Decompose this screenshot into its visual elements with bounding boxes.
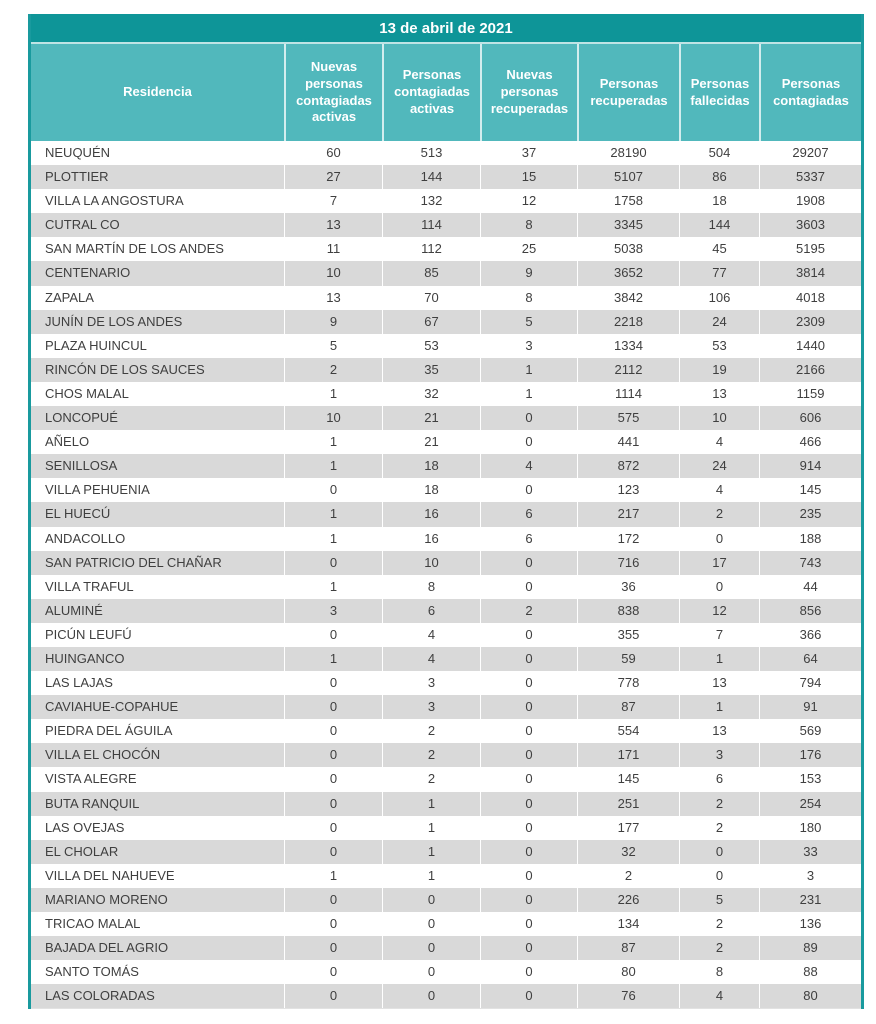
value-cell: 80 xyxy=(577,960,679,984)
value-cell: 2 xyxy=(679,816,759,840)
residence-name-cell: VISTA ALEGRE xyxy=(45,771,137,787)
value-cell: 27 xyxy=(284,165,382,189)
residence-name-cell: JUNÍN DE LOS ANDES xyxy=(45,313,183,329)
value-cell: 1 xyxy=(480,358,577,382)
value-cell: 1908 xyxy=(759,189,861,213)
value-cell: 872 xyxy=(577,454,679,478)
value-cell: 10 xyxy=(284,261,382,285)
residence-name-cell: ANDACOLLO xyxy=(45,530,126,546)
value-cell: 0 xyxy=(480,960,577,984)
table-row xyxy=(31,671,861,695)
residence-name-cell: PLAZA HUINCUL xyxy=(45,337,147,353)
value-cell: 0 xyxy=(284,912,382,936)
column-header-5: Personas fallecidas xyxy=(679,44,759,141)
table-row xyxy=(31,984,861,1008)
value-cell: 89 xyxy=(759,936,861,960)
table-header-row xyxy=(31,44,861,141)
value-cell: 13 xyxy=(284,213,382,237)
value-cell: 0 xyxy=(480,840,577,864)
table-body xyxy=(31,141,861,1009)
value-cell: 0 xyxy=(480,816,577,840)
value-cell: 16 xyxy=(382,527,480,551)
value-cell: 16 xyxy=(382,502,480,526)
value-cell: 0 xyxy=(284,816,382,840)
value-cell: 180 xyxy=(759,816,861,840)
value-cell: 1 xyxy=(679,647,759,671)
value-cell: 1 xyxy=(284,382,382,406)
table-row xyxy=(31,406,861,430)
value-cell: 0 xyxy=(480,936,577,960)
residence-name-cell: VILLA DEL NAHUEVE xyxy=(45,867,175,883)
residence-name-cell: ALUMINÉ xyxy=(45,602,103,618)
value-cell: 12 xyxy=(480,189,577,213)
value-cell: 60 xyxy=(284,141,382,165)
value-cell: 0 xyxy=(284,936,382,960)
value-cell: 0 xyxy=(480,430,577,454)
table-row xyxy=(31,647,861,671)
value-cell: 366 xyxy=(759,623,861,647)
value-cell: 743 xyxy=(759,551,861,575)
value-cell: 21 xyxy=(382,406,480,430)
value-cell: 145 xyxy=(759,478,861,502)
value-cell: 5 xyxy=(284,334,382,358)
value-cell: 0 xyxy=(480,767,577,791)
value-cell: 2 xyxy=(679,936,759,960)
value-cell: 18 xyxy=(679,189,759,213)
value-cell: 606 xyxy=(759,406,861,430)
value-cell: 569 xyxy=(759,719,861,743)
value-cell: 0 xyxy=(480,792,577,816)
table-row xyxy=(31,840,861,864)
residence-name-cell: CAVIAHUE-COPAHUE xyxy=(45,699,179,715)
value-cell: 4 xyxy=(382,647,480,671)
value-cell: 716 xyxy=(577,551,679,575)
value-cell: 5337 xyxy=(759,165,861,189)
value-cell: 2 xyxy=(382,767,480,791)
value-cell: 3814 xyxy=(759,261,861,285)
table-row xyxy=(31,478,861,502)
table-row xyxy=(31,599,861,623)
value-cell: 8 xyxy=(480,286,577,310)
value-cell: 13 xyxy=(679,671,759,695)
table-row xyxy=(31,430,861,454)
value-cell: 2166 xyxy=(759,358,861,382)
table-row xyxy=(31,527,861,551)
value-cell: 76 xyxy=(577,984,679,1008)
value-cell: 1 xyxy=(284,864,382,888)
value-cell: 45 xyxy=(679,237,759,261)
value-cell: 794 xyxy=(759,671,861,695)
value-cell: 4 xyxy=(679,984,759,1008)
value-cell: 88 xyxy=(759,960,861,984)
value-cell: 0 xyxy=(284,792,382,816)
value-cell: 3842 xyxy=(577,286,679,310)
value-cell: 114 xyxy=(382,213,480,237)
value-cell: 85 xyxy=(382,261,480,285)
value-cell: 1758 xyxy=(577,189,679,213)
value-cell: 6 xyxy=(679,767,759,791)
value-cell: 13 xyxy=(679,382,759,406)
residence-name-cell: TRICAO MALAL xyxy=(45,916,141,931)
table-row xyxy=(31,261,861,285)
value-cell: 29207 xyxy=(759,141,861,165)
value-cell: 3 xyxy=(759,864,861,888)
table-row xyxy=(31,165,861,189)
residence-name-cell: LAS COLORADAS xyxy=(45,988,155,1004)
value-cell: 36 xyxy=(577,575,679,599)
residence-name-cell: HUINGANCO xyxy=(45,650,125,666)
value-cell: 21 xyxy=(382,430,480,454)
value-cell: 235 xyxy=(759,502,861,526)
table-row xyxy=(31,936,861,960)
value-cell: 0 xyxy=(284,551,382,575)
table-row xyxy=(31,382,861,406)
value-cell: 0 xyxy=(284,984,382,1008)
table-row xyxy=(31,695,861,719)
value-cell: 144 xyxy=(679,213,759,237)
value-cell: 5195 xyxy=(759,237,861,261)
value-cell: 3 xyxy=(480,334,577,358)
value-cell: 70 xyxy=(382,286,480,310)
value-cell: 9 xyxy=(480,261,577,285)
value-cell: 2 xyxy=(382,743,480,767)
residence-name-cell: SAN MARTÍN DE LOS ANDES xyxy=(45,241,224,257)
value-cell: 4 xyxy=(382,623,480,647)
value-cell: 1 xyxy=(284,502,382,526)
value-cell: 32 xyxy=(577,840,679,864)
table-row xyxy=(31,623,861,647)
table-row xyxy=(31,816,861,840)
value-cell: 1 xyxy=(679,695,759,719)
value-cell: 575 xyxy=(577,406,679,430)
value-cell: 13 xyxy=(284,286,382,310)
table-row xyxy=(31,767,861,791)
residence-name-cell: ZAPALA xyxy=(45,289,94,305)
value-cell: 18 xyxy=(382,454,480,478)
value-cell: 13 xyxy=(679,719,759,743)
value-cell: 91 xyxy=(759,695,861,719)
value-cell: 172 xyxy=(577,527,679,551)
value-cell: 0 xyxy=(480,743,577,767)
value-cell: 1 xyxy=(284,454,382,478)
value-cell: 171 xyxy=(577,743,679,767)
value-cell: 8 xyxy=(382,575,480,599)
residence-name-cell: RINCÓN DE LOS SAUCES xyxy=(45,361,205,377)
table-row xyxy=(31,334,861,358)
value-cell: 355 xyxy=(577,623,679,647)
value-cell: 856 xyxy=(759,599,861,623)
value-cell: 64 xyxy=(759,647,861,671)
column-header-2: Personas contagiadas activas xyxy=(382,44,480,141)
value-cell: 1 xyxy=(284,527,382,551)
value-cell: 2 xyxy=(679,912,759,936)
residence-name-cell: VILLA EL CHOCÓN xyxy=(45,747,161,763)
table-row xyxy=(31,960,861,984)
residence-name-cell: CHOS MALAL xyxy=(45,385,129,401)
value-cell: 2 xyxy=(679,502,759,526)
value-cell: 1 xyxy=(480,382,577,406)
value-cell: 3 xyxy=(679,743,759,767)
value-cell: 513 xyxy=(382,141,480,165)
value-cell: 6 xyxy=(480,527,577,551)
value-cell: 3 xyxy=(382,671,480,695)
residence-name-cell: VILLA LA ANGOSTURA xyxy=(45,193,184,209)
value-cell: 5038 xyxy=(577,237,679,261)
value-cell: 3345 xyxy=(577,213,679,237)
table-row xyxy=(31,454,861,478)
table-row xyxy=(31,888,861,912)
value-cell: 0 xyxy=(382,888,480,912)
column-header-4: Personas recuperadas xyxy=(577,44,679,141)
value-cell: 0 xyxy=(480,575,577,599)
value-cell: 145 xyxy=(577,767,679,791)
residence-name-cell: LONCOPUÉ xyxy=(45,410,118,426)
table-row xyxy=(31,141,861,165)
value-cell: 0 xyxy=(679,527,759,551)
value-cell: 0 xyxy=(382,960,480,984)
table-row xyxy=(31,310,861,334)
value-cell: 44 xyxy=(759,575,861,599)
value-cell: 1440 xyxy=(759,334,861,358)
value-cell: 778 xyxy=(577,671,679,695)
residence-name-cell: SENILLOSA xyxy=(45,458,118,474)
covid-statistics-table xyxy=(28,14,864,1009)
value-cell: 1114 xyxy=(577,382,679,406)
value-cell: 188 xyxy=(759,527,861,551)
value-cell: 2 xyxy=(480,599,577,623)
value-cell: 10 xyxy=(679,406,759,430)
value-cell: 24 xyxy=(679,454,759,478)
value-cell: 4 xyxy=(679,430,759,454)
value-cell: 0 xyxy=(679,840,759,864)
value-cell: 32 xyxy=(382,382,480,406)
value-cell: 87 xyxy=(577,936,679,960)
value-cell: 11 xyxy=(284,237,382,261)
value-cell: 53 xyxy=(679,334,759,358)
value-cell: 0 xyxy=(382,912,480,936)
value-cell: 136 xyxy=(759,912,861,936)
value-cell: 1 xyxy=(382,840,480,864)
value-cell: 37 xyxy=(480,141,577,165)
residence-name-cell: LAS OVEJAS xyxy=(45,819,125,835)
residence-name-cell: PICÚN LEUFÚ xyxy=(45,626,132,642)
value-cell: 0 xyxy=(480,647,577,671)
value-cell: 2309 xyxy=(759,310,861,334)
residence-name-cell: MARIANO MORENO xyxy=(45,891,168,907)
value-cell: 86 xyxy=(679,165,759,189)
value-cell: 33 xyxy=(759,840,861,864)
value-cell: 4 xyxy=(679,478,759,502)
table-row xyxy=(31,864,861,888)
value-cell: 6 xyxy=(480,502,577,526)
value-cell: 231 xyxy=(759,888,861,912)
value-cell: 1 xyxy=(382,816,480,840)
value-cell: 226 xyxy=(577,888,679,912)
value-cell: 9 xyxy=(284,310,382,334)
value-cell: 2 xyxy=(382,719,480,743)
value-cell: 176 xyxy=(759,743,861,767)
residence-name-cell: VILLA TRAFUL xyxy=(45,578,134,594)
value-cell: 4018 xyxy=(759,286,861,310)
table-row xyxy=(31,286,861,310)
value-cell: 7 xyxy=(284,189,382,213)
column-header-residencia: Residencia xyxy=(123,84,192,100)
residence-name-cell: BUTA RANQUIL xyxy=(45,795,140,811)
table-row xyxy=(31,358,861,382)
residence-name-cell: BAJADA DEL AGRIO xyxy=(45,940,169,956)
table-row xyxy=(31,502,861,526)
column-header-6: Personas contagiadas xyxy=(759,44,861,141)
value-cell: 77 xyxy=(679,261,759,285)
value-cell: 0 xyxy=(284,719,382,743)
value-cell: 0 xyxy=(284,960,382,984)
value-cell: 1 xyxy=(382,864,480,888)
table-row xyxy=(31,719,861,743)
value-cell: 0 xyxy=(480,888,577,912)
table-row xyxy=(31,912,861,936)
residence-name-cell: NEUQUÉN xyxy=(45,145,111,160)
residence-name-cell: SANTO TOMÁS xyxy=(45,964,139,980)
value-cell: 3603 xyxy=(759,213,861,237)
value-cell: 0 xyxy=(284,767,382,791)
value-cell: 0 xyxy=(480,864,577,888)
table-row xyxy=(31,575,861,599)
value-cell: 177 xyxy=(577,816,679,840)
value-cell: 0 xyxy=(480,406,577,430)
value-cell: 123 xyxy=(577,478,679,502)
value-cell: 10 xyxy=(284,406,382,430)
value-cell: 28190 xyxy=(577,141,679,165)
value-cell: 441 xyxy=(577,430,679,454)
value-cell: 67 xyxy=(382,310,480,334)
value-cell: 466 xyxy=(759,430,861,454)
value-cell: 24 xyxy=(679,310,759,334)
value-cell: 3652 xyxy=(577,261,679,285)
residence-name-cell: EL HUECÚ xyxy=(45,506,111,522)
table-row xyxy=(31,189,861,213)
value-cell: 106 xyxy=(679,286,759,310)
value-cell: 53 xyxy=(382,334,480,358)
value-cell: 112 xyxy=(382,237,480,261)
residence-name-cell: VILLA PEHUENIA xyxy=(45,482,150,498)
value-cell: 0 xyxy=(284,743,382,767)
table-row xyxy=(31,237,861,261)
value-cell: 80 xyxy=(759,984,861,1008)
value-cell: 0 xyxy=(480,551,577,575)
value-cell: 3 xyxy=(284,599,382,623)
value-cell: 0 xyxy=(679,575,759,599)
value-cell: 1 xyxy=(382,792,480,816)
value-cell: 134 xyxy=(577,912,679,936)
value-cell: 2 xyxy=(679,792,759,816)
value-cell: 153 xyxy=(759,767,861,791)
value-cell: 0 xyxy=(679,864,759,888)
residence-name-cell: SAN PATRICIO DEL CHAÑAR xyxy=(45,554,222,570)
value-cell: 914 xyxy=(759,454,861,478)
value-cell: 132 xyxy=(382,189,480,213)
value-cell: 1159 xyxy=(759,382,861,406)
value-cell: 504 xyxy=(679,141,759,165)
value-cell: 0 xyxy=(382,936,480,960)
value-cell: 18 xyxy=(382,478,480,502)
table-row xyxy=(31,551,861,575)
value-cell: 59 xyxy=(577,647,679,671)
value-cell: 0 xyxy=(382,984,480,1008)
value-cell: 8 xyxy=(480,213,577,237)
value-cell: 0 xyxy=(284,478,382,502)
residence-name-cell: EL CHOLAR xyxy=(45,843,119,859)
value-cell: 10 xyxy=(382,551,480,575)
value-cell: 0 xyxy=(284,623,382,647)
residence-name-cell: LAS LAJAS xyxy=(45,675,113,691)
value-cell: 217 xyxy=(577,502,679,526)
value-cell: 5 xyxy=(480,310,577,334)
value-cell: 5107 xyxy=(577,165,679,189)
value-cell: 0 xyxy=(284,888,382,912)
value-cell: 0 xyxy=(480,984,577,1008)
value-cell: 35 xyxy=(382,358,480,382)
value-cell: 1 xyxy=(284,647,382,671)
value-cell: 25 xyxy=(480,237,577,261)
value-cell: 3 xyxy=(382,695,480,719)
value-cell: 251 xyxy=(577,792,679,816)
value-cell: 2112 xyxy=(577,358,679,382)
value-cell: 4 xyxy=(480,454,577,478)
value-cell: 1 xyxy=(284,575,382,599)
value-cell: 838 xyxy=(577,599,679,623)
value-cell: 6 xyxy=(382,599,480,623)
table-row xyxy=(31,743,861,767)
residence-name-cell: AÑELO xyxy=(45,434,90,450)
table-date-title: 13 de abril de 2021 xyxy=(31,14,861,44)
value-cell: 144 xyxy=(382,165,480,189)
value-cell: 554 xyxy=(577,719,679,743)
value-cell: 2 xyxy=(284,358,382,382)
table-row xyxy=(31,792,861,816)
residence-name-cell: CENTENARIO xyxy=(45,265,131,281)
value-cell: 87 xyxy=(577,695,679,719)
value-cell: 0 xyxy=(284,695,382,719)
residence-name-cell: PLOTTIER xyxy=(45,169,109,185)
value-cell: 2 xyxy=(577,864,679,888)
value-cell: 17 xyxy=(679,551,759,575)
value-cell: 15 xyxy=(480,165,577,189)
residence-name-cell: PIEDRA DEL ÁGUILA xyxy=(45,723,173,739)
value-cell: 0 xyxy=(480,912,577,936)
column-header-1: Nuevas personas contagiadas activas xyxy=(284,44,382,141)
value-cell: 0 xyxy=(480,671,577,695)
value-cell: 0 xyxy=(480,719,577,743)
value-cell: 2218 xyxy=(577,310,679,334)
value-cell: 5 xyxy=(679,888,759,912)
value-cell: 254 xyxy=(759,792,861,816)
value-cell: 0 xyxy=(284,671,382,695)
value-cell: 8 xyxy=(679,960,759,984)
value-cell: 0 xyxy=(284,840,382,864)
residence-name-cell: CUTRAL CO xyxy=(45,217,120,233)
value-cell: 12 xyxy=(679,599,759,623)
value-cell: 1334 xyxy=(577,334,679,358)
value-cell: 0 xyxy=(480,478,577,502)
column-header-3: Nuevas personas recuperadas xyxy=(480,44,577,141)
table-row xyxy=(31,213,861,237)
value-cell: 19 xyxy=(679,358,759,382)
value-cell: 1 xyxy=(284,430,382,454)
value-cell: 7 xyxy=(679,623,759,647)
value-cell: 0 xyxy=(480,695,577,719)
value-cell: 0 xyxy=(480,623,577,647)
